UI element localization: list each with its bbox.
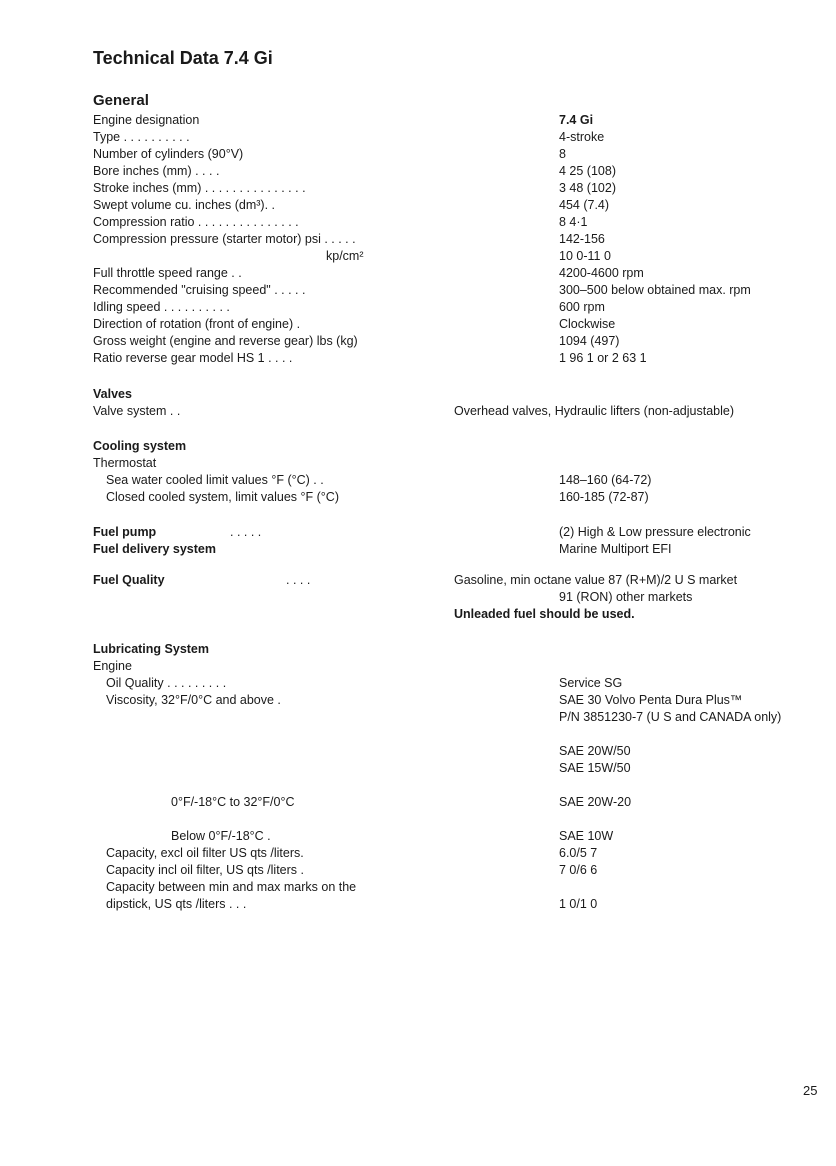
spec-value: Service SG — [559, 676, 623, 690]
spec-value: (2) High & Low pressure electronic — [559, 525, 751, 539]
spec-value: 454 (7.4) — [559, 198, 610, 212]
spec-value: 148–160 (64-72) — [559, 473, 652, 487]
spec-label: Stroke inches (mm) . . . . . . . . . . . . . . . — [93, 181, 306, 195]
spec-value: 1 0/1 0 — [559, 897, 598, 911]
spec-value: 8 — [559, 147, 566, 161]
section-heading-general: General — [93, 92, 149, 109]
spec-label: dipstick, US qts /liters . . . — [106, 897, 247, 911]
fuel-quality-label: Fuel Quality — [93, 573, 165, 587]
spec-value: SAE 20W/50 — [559, 744, 631, 758]
spec-value: 600 rpm — [559, 300, 605, 314]
spec-value: 3 48 (102) — [559, 181, 616, 195]
spec-label: Thermostat — [93, 456, 157, 470]
spec-value: 4-stroke — [559, 130, 605, 144]
spec-label: Number of cylinders (90°V) — [93, 147, 244, 161]
section-heading-lubricating: Lubricating System — [93, 642, 209, 656]
spec-label: kp/cm² — [326, 249, 364, 263]
spec-label: Recommended "cruising speed" . . . . . — [93, 283, 306, 297]
spec-label: Swept volume cu. inches (dm³). . — [93, 198, 276, 212]
spec-value: 7 0/6 6 — [559, 863, 598, 877]
spec-label: Compression pressure (starter motor) psi . . . . . — [93, 232, 356, 246]
spec-value: 6.0/5 7 — [559, 846, 598, 860]
spec-value: Overhead valves, Hydraulic lifters (non-adjustable) — [454, 404, 734, 418]
spec-label: Valve system . . — [93, 404, 181, 418]
spec-label: Oil Quality . . . . . . . . . — [106, 676, 227, 690]
spec-value: SAE 20W-20 — [559, 795, 632, 809]
spec-label: Closed cooled system, limit values °F (°C) — [106, 490, 339, 504]
spec-label: Below 0°F/-18°C . — [171, 829, 271, 843]
fuel-pump-label: Fuel pump — [93, 525, 157, 539]
spec-value: P/N 3851230-7 (U S and CANADA only) — [559, 710, 782, 724]
spec-value: Gasoline, min octane value 87 (R+M)/2 U S market — [454, 573, 738, 587]
spec-dots: . . . . . — [230, 525, 262, 539]
spec-value: 1094 (497) — [559, 334, 620, 348]
section-heading-cooling: Cooling system — [93, 439, 187, 453]
spec-value: 8 4·1 — [559, 215, 588, 229]
spec-value: 10 0-11 0 — [559, 249, 611, 263]
spec-label: Capacity incl oil filter, US qts /liters . — [106, 863, 304, 877]
spec-label: Capacity between min and max marks on the — [106, 880, 357, 894]
spec-value: SAE 15W/50 — [559, 761, 631, 775]
spec-label: Idling speed . . . . . . . . . . — [93, 300, 230, 314]
spec-value: 1 96 1 or 2 63 1 — [559, 351, 647, 365]
spec-label: Direction of rotation (front of engine) . — [93, 317, 301, 331]
spec-label: Capacity, excl oil filter US qts /liters. — [106, 846, 304, 860]
spec-label: Engine — [93, 659, 132, 673]
spec-value: 7.4 Gi — [559, 113, 594, 127]
spec-label: Ratio reverse gear model HS 1 . . . . — [93, 351, 293, 365]
spec-label: Engine designation — [93, 113, 200, 127]
page-title: Technical Data 7.4 Gi — [93, 48, 273, 68]
spec-label: Compression ratio . . . . . . . . . . . . . . . — [93, 215, 299, 229]
spec-value: Clockwise — [559, 317, 616, 331]
spec-label: Full throttle speed range . . — [93, 266, 242, 280]
spec-label: Bore inches (mm) . . . . — [93, 164, 220, 178]
spec-value: 142-156 — [559, 232, 605, 246]
spec-value: SAE 30 Volvo Penta Dura Plus™ — [559, 693, 743, 707]
spec-value: SAE 10W — [559, 829, 614, 843]
spec-value: 300–500 below obtained max. rpm — [559, 283, 751, 297]
page-number: 25 — [803, 1083, 818, 1098]
fuel-delivery-label: Fuel delivery system — [93, 542, 216, 556]
fuel-note: Unleaded fuel should be used. — [454, 607, 635, 621]
spec-label: Type . . . . . . . . . . — [93, 130, 190, 144]
spec-value: 4 25 (108) — [559, 164, 616, 178]
spec-value: Marine Multiport EFI — [559, 542, 672, 556]
spec-label: Gross weight (engine and reverse gear) lbs (kg) — [93, 334, 358, 348]
spec-value: 4200-4600 rpm — [559, 266, 644, 280]
spec-label: 0°F/-18°C to 32°F/0°C — [171, 795, 295, 809]
spec-label: Sea water cooled limit values °F (°C) . . — [106, 473, 324, 487]
spec-value: 91 (RON) other markets — [559, 590, 693, 604]
spec-dots: . . . . — [286, 573, 311, 587]
section-heading-valves: Valves — [93, 387, 132, 401]
spec-label: Viscosity, 32°F/0°C and above . — [106, 693, 281, 707]
spec-value: 160-185 (72-87) — [559, 490, 649, 504]
